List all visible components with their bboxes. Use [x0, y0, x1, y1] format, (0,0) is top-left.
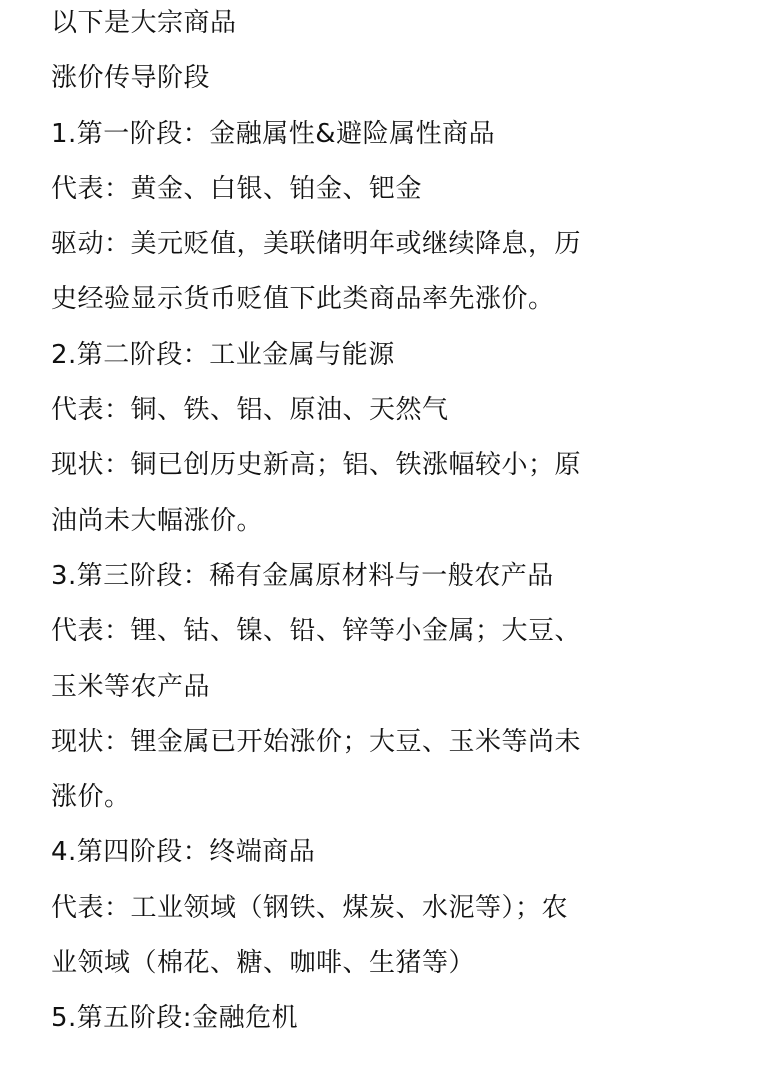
stage-4-representatives-line-1: 代表：工业领域（钢铁、煤炭、水泥等）；农	[51, 892, 569, 923]
stage-2-heading: 2.第二阶段：工业金属与能源	[51, 339, 395, 370]
stage-4-heading: 4.第四阶段：终端商品	[51, 837, 316, 868]
stage-1-driver-line-1: 驱动：美元贬值，美联储明年或继续降息，历	[51, 229, 582, 260]
stage-3-status-line-1: 现状：锂金属已开始涨价；大豆、玉米等尚未	[51, 726, 582, 757]
intro-line-2: 涨价传导阶段	[51, 63, 211, 94]
stage-2-status-line-1: 现状：铜已创历史新高；铝、铁涨幅较小；原	[51, 450, 582, 481]
stage-1-representatives: 代表：黄金、白银、铂金、钯金	[51, 173, 423, 204]
stage-4-representatives-line-2: 业领域（棉花、糖、咖啡、生猪等）	[51, 948, 476, 979]
stage-3-representatives-line-2: 玉米等农产品	[51, 671, 211, 702]
document-body	[51, 0, 691, 1051]
stage-2-representatives: 代表：铜、铁、铝、原油、天然气	[51, 395, 449, 426]
stage-2-status-line-2: 油尚未大幅涨价。	[51, 505, 264, 536]
stage-3-representatives-line-1: 代表：锂、钴、镍、铅、锌等小金属；大豆、	[51, 616, 582, 647]
stage-3-status-line-2: 涨价。	[51, 782, 131, 813]
intro-line-1: 以下是大宗商品	[51, 8, 237, 38]
stage-5-heading: 5.第五阶段:金融危机	[51, 1003, 299, 1034]
stage-1-driver-line-2: 史经验显示货币贬值下此类商品率先涨价。	[51, 284, 555, 315]
stage-3-heading: 3.第三阶段：稀有金属原材料与一般农产品	[51, 560, 554, 591]
stage-1-heading: 1.第一阶段：金融属性&避险属性商品	[51, 118, 496, 149]
